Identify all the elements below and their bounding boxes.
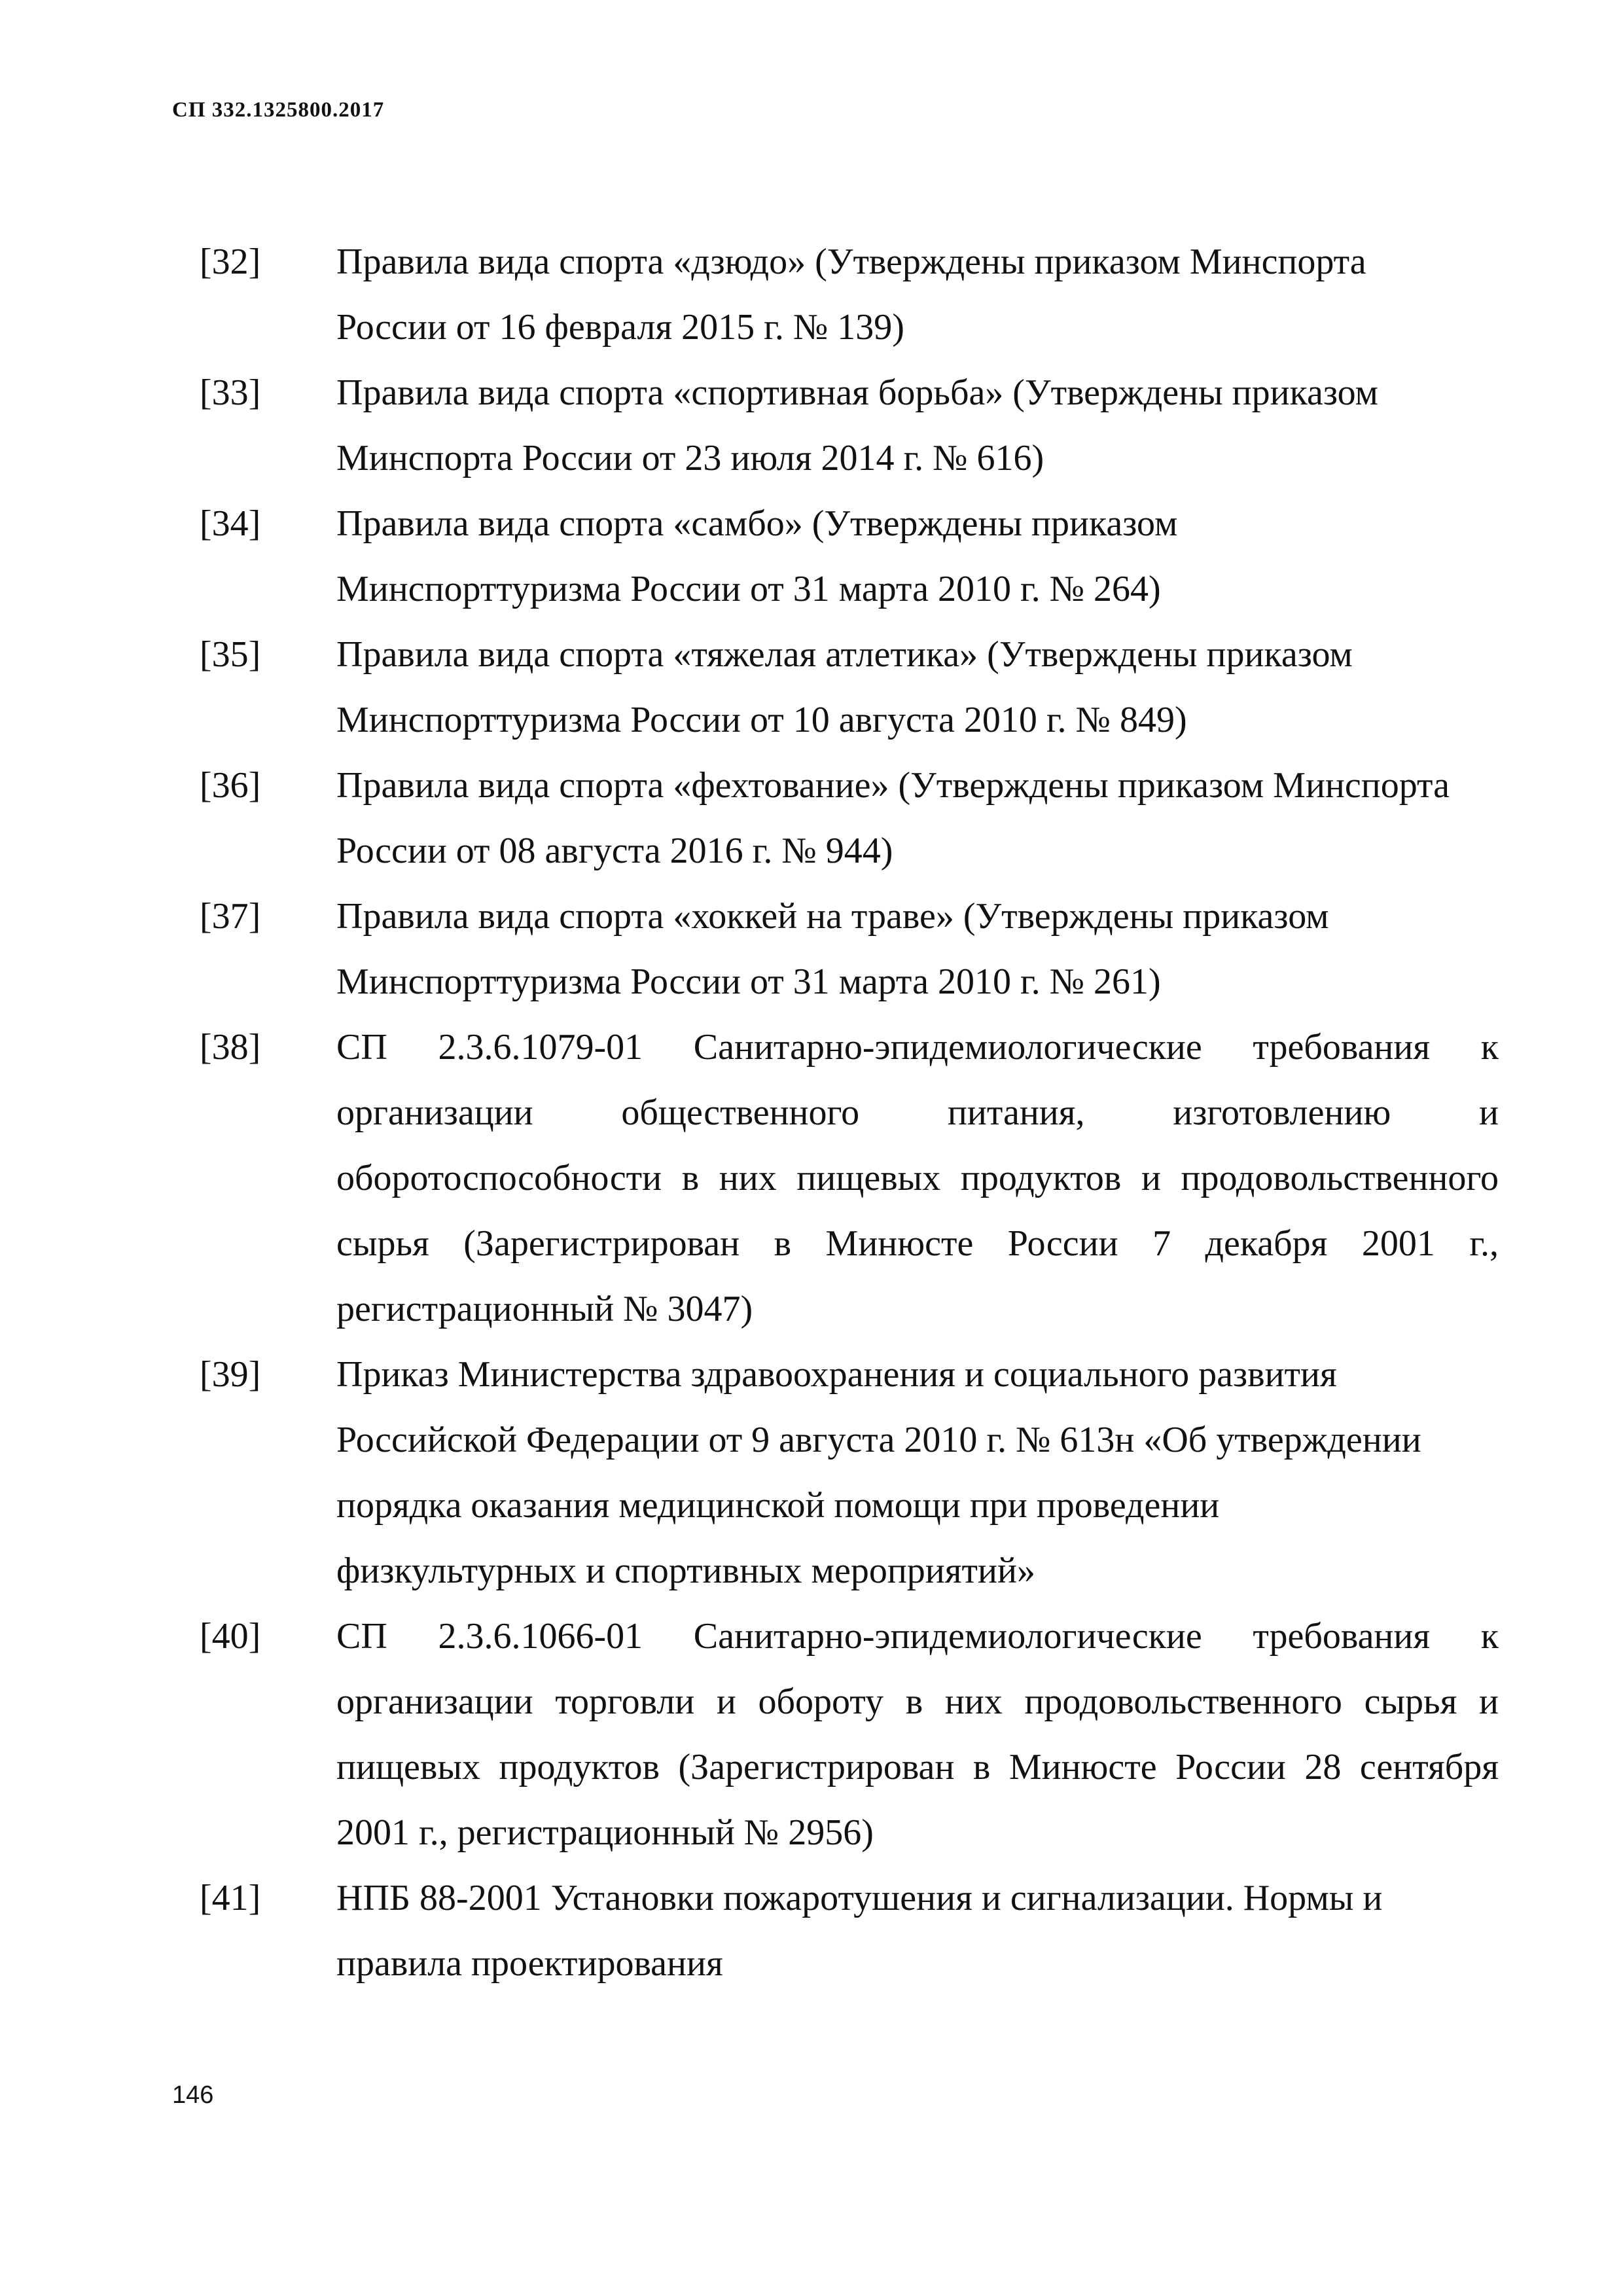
reference-number: [38] [200, 1027, 261, 1067]
reference-text-line: 2001 г., регистрационный № 2956) [336, 1812, 874, 1853]
reference-text-line: Минспорттуризма России от 31 марта 2010 г. № 261) [336, 961, 1161, 1002]
reference-item [200, 884, 1499, 1014]
reference-number: [37] [200, 896, 261, 937]
reference-text-line: Приказ Министерства здравоохранения и социального развития [336, 1354, 1337, 1395]
reference-item [200, 1014, 1499, 1342]
reference-item [200, 1865, 1499, 1996]
reference-text-line: Минспорта России от 23 июля 2014 г. № 616) [336, 438, 1044, 478]
reference-text [336, 1342, 1499, 1604]
reference-text-line: СП 2.3.6.1079-01 Санитарно-эпидемиологические требования к [336, 1027, 1499, 1067]
reference-item [200, 360, 1499, 491]
reference-text [336, 884, 1499, 1014]
reference-text-line: порядка оказания медицинской помощи при проведении [336, 1485, 1220, 1526]
reference-text-line: СП 2.3.6.1066-01 Санитарно-эпидемиологические требования к [336, 1616, 1499, 1657]
reference-text-line: Правила вида спорта «фехтование» (Утверждены приказом Минспорта [336, 765, 1450, 806]
reference-text-line: Российской Федерации от 9 августа 2010 г. № 613н «Об утверждении [336, 1420, 1421, 1460]
reference-item [200, 229, 1499, 360]
reference-number: [35] [200, 634, 261, 675]
reference-text-line: регистрационный № 3047) [336, 1289, 753, 1329]
reference-text-line: России от 16 февраля 2015 г. № 139) [336, 307, 904, 348]
reference-text-line: Правила вида спорта «тяжелая атлетика» (Утверждены приказом [336, 634, 1353, 675]
reference-text-line: Правила вида спорта «хоккей на траве» (Утверждены приказом [336, 896, 1329, 937]
reference-number: [39] [200, 1354, 261, 1395]
reference-text [336, 360, 1499, 491]
reference-list [200, 229, 1499, 1996]
reference-item [200, 1604, 1499, 1865]
reference-text-line: организации общественного питания, изготовлению и [336, 1092, 1499, 1133]
reference-number: [40] [200, 1616, 261, 1657]
reference-text-line: организации торговли и обороту в них продовольственного сырья и [336, 1681, 1499, 1722]
reference-number: [32] [200, 242, 261, 282]
reference-text-line: Правила вида спорта «дзюдо» (Утверждены приказом Минспорта [336, 242, 1366, 282]
reference-text-line: физкультурных и спортивных мероприятий» [336, 1551, 1035, 1591]
reference-number: [41] [200, 1878, 261, 1918]
reference-number: [34] [200, 503, 261, 544]
reference-text-line: НПБ 88-2001 Установки пожаротушения и сигнализации. Нормы и [336, 1878, 1383, 1918]
document-code-header: СП 332.1325800.2017 [172, 98, 385, 122]
reference-number: [36] [200, 765, 261, 806]
reference-text-line: пищевых продуктов (Зарегистрирован в Минюсте России 28 сентября [336, 1747, 1499, 1787]
reference-text-line: Минспорттуризма России от 10 августа 2010 г. № 849) [336, 700, 1187, 740]
reference-text [336, 753, 1499, 884]
reference-text [336, 491, 1499, 622]
reference-text-line: Правила вида спорта «спортивная борьба» (Утверждены приказом [336, 372, 1378, 413]
reference-item [200, 1342, 1499, 1604]
reference-text-line: Правила вида спорта «самбо» (Утверждены приказом [336, 503, 1178, 544]
page-number: 146 [172, 2081, 214, 2109]
reference-item [200, 753, 1499, 884]
reference-number: [33] [200, 372, 261, 413]
reference-item [200, 622, 1499, 753]
reference-text [336, 1865, 1499, 1996]
reference-text [336, 1014, 1499, 1342]
reference-text [336, 229, 1499, 360]
reference-text-line: оборотоспособности в них пищевых продуктов и продовольственного [336, 1158, 1499, 1198]
reference-item [200, 491, 1499, 622]
reference-text-line: Минспорттуризма России от 31 марта 2010 г. № 264) [336, 569, 1161, 609]
reference-text-line: России от 08 августа 2016 г. № 944) [336, 831, 893, 871]
reference-text [336, 1604, 1499, 1865]
reference-text-line: правила проектирования [336, 1943, 723, 1984]
reference-text-line: сырья (Зарегистрирован в Минюсте России 7 декабря 2001 г., [336, 1223, 1499, 1264]
reference-text [336, 622, 1499, 753]
